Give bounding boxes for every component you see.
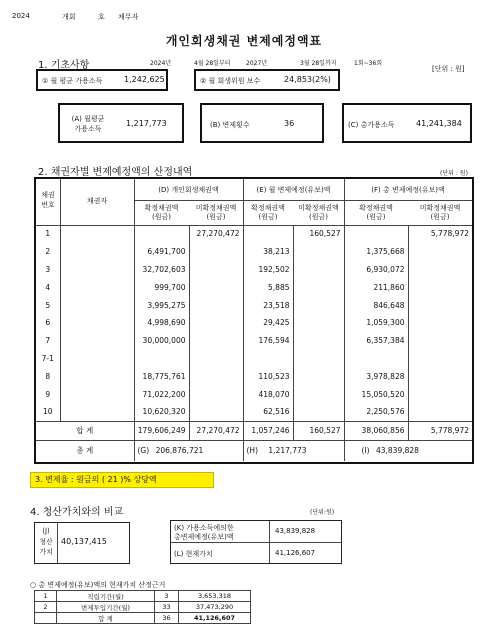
row-d1: 10,620,320 bbox=[134, 403, 189, 421]
creditor-rows bbox=[36, 225, 472, 461]
table-row bbox=[36, 314, 472, 332]
row-no: 6 bbox=[36, 314, 60, 332]
box-a-label-1: (A) 월평균 bbox=[71, 115, 105, 123]
row-creditor bbox=[60, 403, 134, 421]
row-e1: 5,885 bbox=[243, 278, 293, 296]
row-e2 bbox=[293, 350, 344, 368]
section2-unit: (단위 : 원) bbox=[440, 170, 468, 177]
liquidation-box bbox=[34, 522, 130, 564]
row-e2: 160,527 bbox=[293, 225, 344, 243]
comparison-box bbox=[170, 520, 342, 564]
row-d2 bbox=[189, 314, 243, 332]
row-e2 bbox=[293, 403, 344, 421]
table-row bbox=[36, 332, 472, 350]
row-f2 bbox=[408, 332, 472, 350]
pv-total-label: 합 계 bbox=[57, 613, 155, 624]
row-no: 1 bbox=[36, 225, 60, 243]
col-e-unconfirmed-1: 미확정채권액 bbox=[298, 204, 339, 212]
col-d-confirmed-2: (원금) bbox=[152, 213, 171, 221]
avg-income-value: 1,242,625 bbox=[124, 75, 165, 84]
row-no: 3 bbox=[36, 261, 60, 279]
total-h: 1,217,773 bbox=[268, 446, 307, 456]
row-no: 8 bbox=[36, 367, 60, 385]
box-b-label: (B) 변제횟수 bbox=[210, 121, 250, 129]
row-f2 bbox=[408, 367, 472, 385]
row-creditor bbox=[60, 296, 134, 314]
row-e1: 192,502 bbox=[243, 261, 293, 279]
total-g-label: (G) bbox=[137, 446, 150, 456]
row-e2 bbox=[293, 385, 344, 403]
row-d2 bbox=[189, 403, 243, 421]
pv-label: 직립기간(월) bbox=[57, 591, 155, 602]
row-f2 bbox=[408, 243, 472, 261]
col-no-1: 채권 bbox=[41, 191, 55, 199]
row-d1: 999,700 bbox=[134, 278, 189, 296]
period-start-year: 2024년 bbox=[150, 60, 172, 67]
row-d2 bbox=[189, 261, 243, 279]
col-d-confirmed-1: 확정채권액 bbox=[144, 204, 179, 212]
row-f1: 3,978,828 bbox=[344, 367, 408, 385]
pv-value: 37,473,290 bbox=[179, 602, 251, 613]
box-b-value: 36 bbox=[284, 119, 295, 128]
j-line1: (J) bbox=[42, 527, 50, 535]
row-no: 9 bbox=[36, 385, 60, 403]
row-no: 5 bbox=[36, 296, 60, 314]
total-h-label: (H) bbox=[246, 446, 258, 456]
col-d-unconfirmed-1: 미확정채권액 bbox=[195, 204, 237, 212]
row-e2 bbox=[293, 278, 344, 296]
j-line3: 가치 bbox=[39, 548, 53, 556]
row-d2 bbox=[189, 367, 243, 385]
table-row bbox=[36, 225, 472, 243]
row-no: 4 bbox=[36, 278, 60, 296]
row-e2 bbox=[293, 243, 344, 261]
section1-heading: 1. 기초사항 bbox=[38, 60, 90, 71]
col-e-confirmed-2: (원금) bbox=[258, 213, 278, 221]
row-creditor bbox=[60, 278, 134, 296]
row-d2 bbox=[189, 385, 243, 403]
col-d-unconfirmed-2: (원금) bbox=[206, 213, 226, 221]
total-row bbox=[36, 440, 472, 461]
row-d1: 3,995,275 bbox=[134, 296, 189, 314]
row-creditor bbox=[60, 350, 134, 368]
header-number-label: 호 bbox=[98, 13, 105, 21]
row-f2 bbox=[408, 261, 472, 279]
row-f1: 846,648 bbox=[344, 296, 408, 314]
row-d2 bbox=[189, 332, 243, 350]
row-f2 bbox=[408, 350, 472, 368]
subtotal-f2: 5,778,972 bbox=[408, 421, 472, 440]
row-no: 10 bbox=[36, 403, 60, 421]
box-a-label-2: 가용소득 bbox=[74, 125, 102, 133]
subtotal-e1: 1,057,246 bbox=[243, 421, 293, 440]
row-d1: 30,000,000 bbox=[134, 332, 189, 350]
box-c-value: 41,241,384 bbox=[416, 119, 462, 128]
pv-months: 3 bbox=[155, 591, 179, 602]
table-row bbox=[36, 261, 472, 279]
row-e1: 62,516 bbox=[243, 403, 293, 421]
row-f1 bbox=[344, 225, 408, 243]
subtotal-f1: 38,060,856 bbox=[344, 421, 408, 440]
col-creditor: 채권자 bbox=[86, 197, 108, 205]
row-f2 bbox=[408, 385, 472, 403]
row-f1: 6,930,072 bbox=[344, 261, 408, 279]
repayment-rate: 3. 변제율 : 원금의 ( 21 )% 상당액 bbox=[30, 472, 214, 488]
row-creditor bbox=[60, 385, 134, 403]
row-creditor bbox=[60, 367, 134, 385]
row-creditor bbox=[60, 332, 134, 350]
row-f2 bbox=[408, 278, 472, 296]
total-label: 총 계 bbox=[36, 440, 134, 461]
total-i-label: (I) bbox=[361, 446, 370, 456]
j-value: 40,137,415 bbox=[61, 537, 107, 546]
row-f2 bbox=[408, 403, 472, 421]
subtotal-e2: 160,527 bbox=[293, 421, 344, 440]
col-f-confirmed-2: (원금) bbox=[366, 213, 386, 221]
row-e2 bbox=[293, 314, 344, 332]
avg-income-box bbox=[36, 69, 168, 91]
row-no: 7 bbox=[36, 332, 60, 350]
row-e1 bbox=[243, 225, 293, 243]
header-debtor-label: 채무자 bbox=[118, 13, 139, 21]
row-creditor bbox=[60, 314, 134, 332]
box-c bbox=[342, 103, 472, 143]
row-e2 bbox=[293, 261, 344, 279]
pv-row bbox=[35, 591, 251, 602]
row-d2 bbox=[189, 296, 243, 314]
table-row bbox=[36, 385, 472, 403]
trustee-fee-label: ② 월 회생위원 보수 bbox=[200, 77, 261, 85]
section4-heading: 4. 청산가치와의 비교 bbox=[30, 507, 124, 518]
row-d2: 27,270,472 bbox=[189, 225, 243, 243]
section4-unit: (단위:원) bbox=[310, 509, 335, 516]
pv-value: 3,653,318 bbox=[179, 591, 251, 602]
row-e1: 23,518 bbox=[243, 296, 293, 314]
row-e1: 110,523 bbox=[243, 367, 293, 385]
row-creditor bbox=[60, 225, 134, 243]
row-f1: 1,375,668 bbox=[344, 243, 408, 261]
subtotal-d1: 179,606,249 bbox=[134, 421, 189, 440]
period-start-date: 4월 28일부터 bbox=[194, 60, 231, 67]
table-row bbox=[36, 296, 472, 314]
row-e1: 418,070 bbox=[243, 385, 293, 403]
section2-heading: 2. 채권자별 변제예정액의 산정내역 bbox=[38, 167, 193, 178]
box-c-label: (C) 총가용소득 bbox=[348, 121, 395, 129]
trustee-fee-value: 24,853(2%) bbox=[284, 75, 331, 84]
table-row bbox=[36, 367, 472, 385]
row-f2 bbox=[408, 296, 472, 314]
row-d2 bbox=[189, 278, 243, 296]
k-line1: (K) 가용소득에의한 bbox=[174, 524, 234, 532]
pv-total-row bbox=[35, 613, 251, 624]
table-row bbox=[36, 350, 472, 368]
pv-no: 1 bbox=[35, 591, 57, 602]
table-row bbox=[36, 403, 472, 421]
pv-row bbox=[35, 602, 251, 613]
box-b bbox=[200, 103, 324, 143]
period-end-date: 3월 28일까지 bbox=[300, 60, 337, 67]
row-f1: 2,250,576 bbox=[344, 403, 408, 421]
row-e1 bbox=[243, 350, 293, 368]
row-d1 bbox=[134, 350, 189, 368]
row-d1: 6,491,700 bbox=[134, 243, 189, 261]
box-a-value: 1,217,773 bbox=[126, 119, 167, 128]
row-f1: 15,050,520 bbox=[344, 385, 408, 403]
table-row bbox=[36, 243, 472, 261]
header-year: 2024 bbox=[12, 12, 30, 20]
avg-income-label: ① 월 평균 가용소득 bbox=[42, 77, 103, 85]
row-d2 bbox=[189, 243, 243, 261]
col-e-unconfirmed-2: (원금) bbox=[309, 213, 328, 221]
l-label: (L) 현재가치 bbox=[174, 550, 213, 558]
row-d1: 32,702,603 bbox=[134, 261, 189, 279]
row-e1: 176,594 bbox=[243, 332, 293, 350]
k-line2: 총변제예정(유보)액 bbox=[174, 533, 234, 541]
row-d1: 18,775,761 bbox=[134, 367, 189, 385]
row-e2 bbox=[293, 332, 344, 350]
k-value: 43,839,828 bbox=[275, 527, 316, 535]
section1-unit: [단위 : 원] bbox=[432, 65, 465, 73]
row-f1: 1,059,300 bbox=[344, 314, 408, 332]
row-f1 bbox=[344, 350, 408, 368]
row-no: 7-1 bbox=[36, 350, 60, 368]
trustee-fee-box bbox=[194, 69, 340, 91]
col-f: (F) 총 변제예정(유보)액 bbox=[371, 186, 445, 194]
row-e2 bbox=[293, 367, 344, 385]
pv-months: 33 bbox=[155, 602, 179, 613]
row-f1: 6,357,384 bbox=[344, 332, 408, 350]
row-d1 bbox=[134, 225, 189, 243]
row-creditor bbox=[60, 261, 134, 279]
row-d1: 4,998,690 bbox=[134, 314, 189, 332]
row-d2 bbox=[189, 350, 243, 368]
col-f-unconfirmed-1: 미확정채권액 bbox=[419, 204, 461, 212]
col-e-confirmed-1: 확정채권액 bbox=[251, 204, 285, 212]
row-f2 bbox=[408, 314, 472, 332]
col-no-2: 번호 bbox=[41, 201, 55, 209]
table-header bbox=[36, 179, 472, 226]
pv-total-value: 41,126,607 bbox=[179, 613, 251, 624]
period-range: 1회~36회 bbox=[354, 60, 383, 67]
pv-no: 2 bbox=[35, 602, 57, 613]
page-title: 개인회생채권 변제예정액표 bbox=[165, 34, 323, 48]
total-g: 206,876,721 bbox=[155, 446, 204, 456]
col-f-unconfirmed-2: (원금) bbox=[430, 213, 450, 221]
subtotal-row bbox=[36, 421, 472, 440]
row-e1: 38,213 bbox=[243, 243, 293, 261]
period-end-year: 2027년 bbox=[246, 60, 268, 67]
creditor-table bbox=[34, 177, 474, 464]
l-value: 41,126,607 bbox=[275, 549, 316, 557]
row-e1: 29,425 bbox=[243, 314, 293, 332]
row-creditor bbox=[60, 243, 134, 261]
subtotal-label: 합 계 bbox=[36, 421, 134, 440]
row-f1: 211,860 bbox=[344, 278, 408, 296]
col-d: (D) 개인회생채권액 bbox=[158, 186, 219, 194]
col-e: (E) 월 변제예정(유보)액 bbox=[256, 186, 331, 194]
box-a bbox=[58, 103, 184, 143]
pv-total-months: 36 bbox=[155, 613, 179, 624]
pv-label: 변제투입기간(월) bbox=[57, 602, 155, 613]
table-row bbox=[36, 278, 472, 296]
section5-heading: ○ 총 변제예정(유보)액의 현재가치 산정근거 bbox=[30, 581, 166, 589]
j-line2: 청산 bbox=[39, 538, 53, 546]
header-case-label: 개회 bbox=[62, 13, 76, 21]
row-no: 2 bbox=[36, 243, 60, 261]
col-f-confirmed-1: 확정채권액 bbox=[359, 204, 393, 212]
subtotal-d2: 27,270,472 bbox=[189, 421, 243, 440]
row-d1: 71,022,200 bbox=[134, 385, 189, 403]
row-e2 bbox=[293, 296, 344, 314]
row-f2: 5,778,972 bbox=[430, 229, 469, 239]
total-i: 43,839,828 bbox=[375, 446, 419, 456]
present-value-table bbox=[34, 590, 251, 624]
